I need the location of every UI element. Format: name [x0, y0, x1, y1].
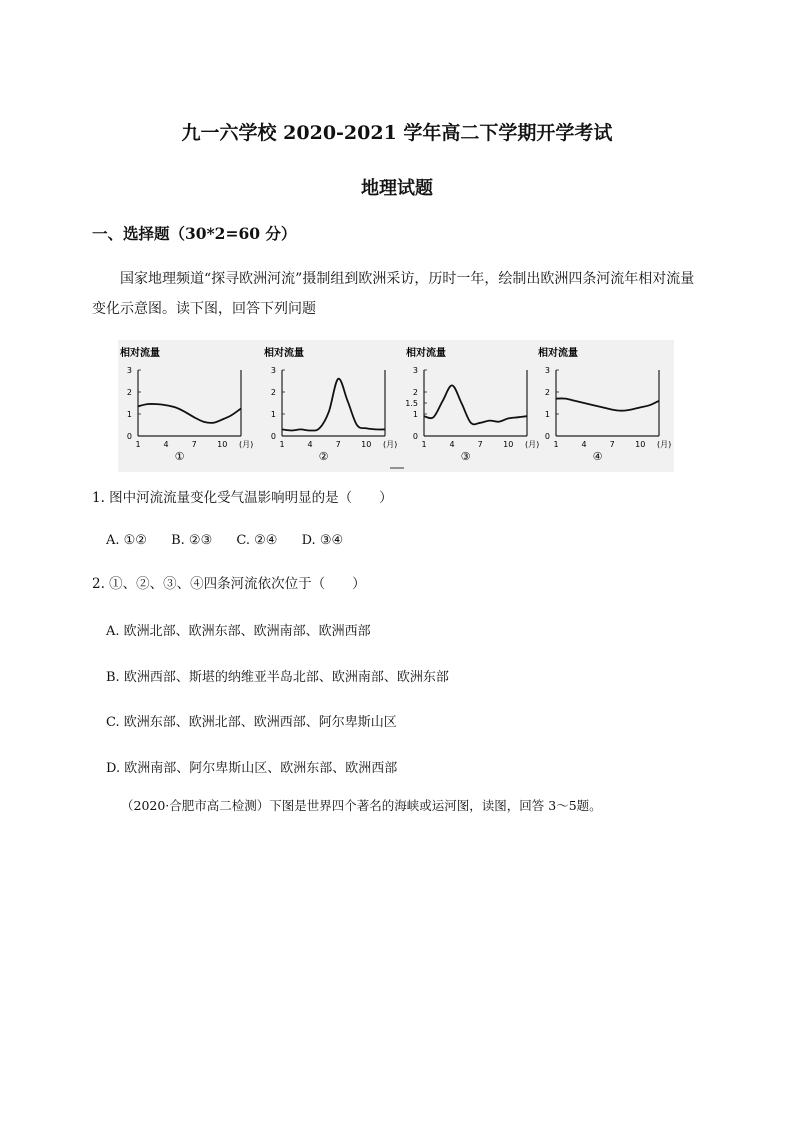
y-tick-label: 0 [270, 432, 276, 441]
x-tick-label: 10 [217, 440, 228, 449]
source-note: （2020·合肥市高二检测）下图是世界四个著名的海峡或运河图，读图，回答 3～5题。 [121, 798, 602, 813]
exam-subtitle: 地理试题 [361, 178, 433, 199]
chart-caption: ④ [592, 450, 603, 463]
y-tick-label: 2 [270, 388, 276, 397]
q1-option-a[interactable]: A. ①② [106, 533, 147, 548]
river-flow-figure [118, 340, 674, 472]
question-1-stem: 1. 图中河流流量变化受气温影响明显的是（ ） [92, 490, 393, 506]
x-unit-label: (月) [657, 440, 672, 449]
x-tick-label: 4 [307, 440, 313, 449]
x-tick-label: 7 [335, 440, 341, 449]
y-tick-label: 2 [412, 388, 418, 397]
y-axis-label: 相对流量 [406, 348, 446, 359]
x-tick-label: 4 [449, 440, 455, 449]
y-axis-label: 相对流量 [538, 348, 578, 359]
section-heading: 一、选择题（30*2=60 分） [92, 224, 297, 243]
x-unit-label: (月) [525, 440, 540, 449]
q1-option-c[interactable]: C. ②④ [236, 533, 278, 548]
x-tick-label: 4 [581, 440, 587, 449]
question-2-stem: 2. ①、②、③、④四条河流依次位于（ ） [92, 576, 366, 592]
x-tick-label: 1 [279, 440, 285, 449]
x-tick-label: 10 [635, 440, 646, 449]
y-tick-label: 1 [126, 410, 132, 419]
q2-option-d[interactable]: D. 欧洲南部、阿尔卑斯山区、欧洲东部、欧洲西部 [106, 761, 398, 776]
y-tick-label: 0 [544, 432, 550, 441]
q2-option-c[interactable]: C. 欧洲东部、欧洲北部、欧洲西部、阿尔卑斯山区 [106, 715, 397, 730]
x-tick-label: 7 [477, 440, 483, 449]
y-tick-label: 1 [412, 410, 418, 419]
y-tick-label: 3 [270, 366, 276, 375]
y-tick-label: 3 [412, 366, 418, 375]
x-tick-label: 4 [163, 440, 169, 449]
x-tick-label: 1 [553, 440, 559, 449]
q2-option-a[interactable]: A. 欧洲北部、欧洲东部、欧洲南部、欧洲西部 [106, 624, 371, 639]
exam-title: 九一六学校 2020-2021 学年高二下学期开学考试 [181, 122, 613, 144]
y-tick-label: 1 [544, 410, 550, 419]
y-tick-label: 0 [126, 432, 132, 441]
y-axis-label: 相对流量 [120, 348, 160, 359]
y-tick-label: 3 [544, 366, 550, 375]
x-tick-label: 10 [361, 440, 372, 449]
y-tick-label: 0 [412, 432, 418, 441]
question-1-options [106, 533, 363, 548]
y-tick-label: 2 [544, 388, 550, 397]
y-axis-label: 相对流量 [264, 348, 304, 359]
intro-paragraph: 国家地理频道“探寻欧洲河流”摄制组到欧洲采访，历时一年，绘制出欧洲四条河流年相对流量变化示意图。读下图，回答下列问题 [92, 271, 695, 317]
figure-background [118, 340, 674, 472]
x-tick-label: 7 [609, 440, 615, 449]
q2-option-b[interactable]: B. 欧洲西部、斯堪的纳维亚半岛北部、欧洲南部、欧洲东部 [106, 670, 449, 685]
x-tick-label: 7 [191, 440, 197, 449]
x-tick-label: 1 [421, 440, 427, 449]
y-tick-label: 1 [270, 410, 276, 419]
x-unit-label: (月) [239, 440, 254, 449]
q1-option-d[interactable]: D. ③④ [301, 533, 344, 548]
q1-option-b[interactable]: B. ②③ [171, 533, 213, 548]
y-tick-label: 1.5 [405, 399, 418, 408]
y-tick-label: 3 [126, 366, 132, 375]
chart-caption: ② [318, 450, 329, 463]
x-unit-label: (月) [383, 440, 398, 449]
x-tick-label: 10 [503, 440, 514, 449]
x-tick-label: 1 [135, 440, 141, 449]
y-tick-label: 2 [126, 388, 132, 397]
chart-caption: ③ [460, 450, 471, 463]
chart-caption: ① [174, 450, 185, 463]
